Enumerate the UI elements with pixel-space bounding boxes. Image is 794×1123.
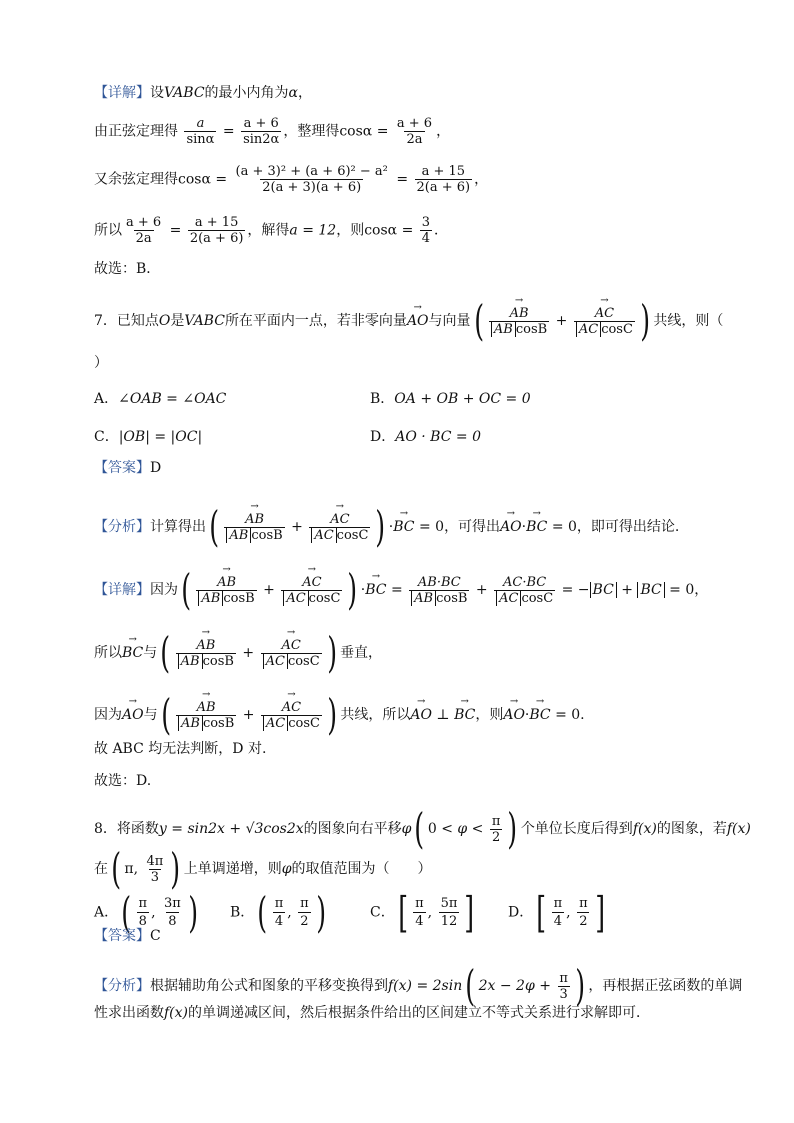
q7-stem: 7．已知点O是VABC所在平面内一点，若非零向量→ AO与向量( → $\frac{AB}{\text{AB cosB}}$ + → $\frac{AC}{\text{AC cosC}}$ ) 共线，则（ — [94, 300, 723, 342]
fraction: $\frac{4\pi}{3}$ — [146, 853, 164, 885]
fraction: → $\frac{AB}{\text{AB cosB}}$ — [176, 701, 236, 730]
fraction: → $\frac{AB}{\text{AB cosB}}$ — [489, 307, 549, 336]
q7-detail-line1: 【详解】因为( → $\frac{AB}{\text{AB cosB}}$ + → $\frac{AC}{\text{AC cosC}}$ ) ·→ BC = $\frac{AB\cdot BC}{\text{AB cosB}}$ + $\frac{AC\cdot BC}{\text{AC cosC}}$ = − BC + BC = 0， — [94, 569, 708, 611]
fraction: $\frac{AB\cdot BC}{\text{AB cosB}}$ — [409, 576, 469, 605]
q7-answer: 【答案】D — [94, 460, 162, 476]
fraction: → $\frac{AB}{\text{AB cosB}}$ — [176, 639, 236, 668]
q8-answer: 【答案】C — [94, 928, 161, 944]
fraction: → $\frac{AC}{\text{AC cosC}}$ — [261, 701, 322, 730]
q8-stem-line2: 在( π, $\frac{4\pi}{3}$ ) 上单调递增，则φ的取值范围为（ ） — [94, 844, 432, 893]
q6-detail-line1: 【详解】设VABC的最小内角为α， — [94, 85, 312, 101]
q7-option-c[interactable]: C．|OB| = |OC| — [94, 429, 203, 445]
fraction: $\frac{a + 6}{2a}$ — [126, 215, 162, 246]
q6-detail-line2: 由正弦定理得 $\frac{a}{\sin\alpha}$ = $\frac{a + 6}{\sin 2\alpha}$ ，整理得cosα = $\frac{a + 6}{2a}$ ， — [94, 116, 451, 147]
q6-detail-line3: 又余弦定理得cosα = $\frac{\text{(a + 3)² + (a + 6)² − a²}}{2(a + 3)(a + 6)}$ = $\frac{a + 15}{2(a + 6)}$ ， — [94, 164, 489, 195]
q7-conclusion: 故 ABC 均无法判断，D 对. — [94, 741, 267, 757]
fraction: $\frac{\pi}{3}$ — [559, 970, 568, 1002]
q7-choose: 故选：D. — [94, 773, 152, 789]
fraction: $\frac{AC\cdot BC}{\text{AC cosC}}$ — [494, 576, 555, 605]
q8-option-b[interactable]: B．( $\frac{\pi}{4}$ , $\frac{\pi}{2}$ ) — [230, 888, 326, 937]
fraction: → $\frac{AB}{\text{AB cosB}}$ — [196, 576, 256, 605]
fraction: → $\frac{AC}{\text{AC cosC}}$ — [574, 307, 635, 336]
q7-detail-line3: 因为→ AO与( → $\frac{AB}{\text{AB cosB}}$ + → $\frac{AC}{\text{AC cosC}}$ ) 共线，所以→ AO ⊥ → BC，则→ AO·→ BC = 0. — [94, 694, 585, 736]
q8-analysis-line2: 性求出函数f(x)的单调递减区间，然后根据条件给出的区间建立不等式关系进行求解即可． — [94, 1005, 651, 1021]
fraction: $\frac{3}{4}$ — [421, 215, 431, 246]
q6-choose: 故选：B． — [94, 261, 161, 277]
q8-stem: 8．将函数y = sin2x + √3cos2x的图象向右平移φ( 0 < φ < $\frac{\pi}{2}$ ) 个单位长度后得到f(x)的图象，若f(x) — [94, 804, 751, 853]
fraction: $\frac{a + 15}{2(a + 6)}$ — [416, 164, 471, 195]
fraction: $\frac{\text{(a + 3)² + (a + 6)² − a²}}{2(a + 3)(a + 6)}$ — [235, 164, 388, 195]
q7-option-a[interactable]: A．∠OAB = ∠OAC — [94, 391, 227, 407]
fraction: → $\frac{AC}{\text{AC cosC}}$ — [309, 513, 370, 542]
fraction: → $\frac{AC}{\text{AC cosC}}$ — [281, 576, 342, 605]
fraction: $\frac{a + 6}{2a}$ — [396, 116, 433, 147]
fraction: $\frac{a + 6}{\sin 2\alpha}$ — [243, 116, 280, 147]
fraction: $\frac{a}{\sin\alpha}$ — [186, 116, 215, 147]
q8-option-d[interactable]: D．[ $\frac{\pi}{4}$ , $\frac{\pi}{2}$ ] — [508, 888, 605, 937]
q8-option-a[interactable]: A．( $\frac{\pi}{8}$ , $\frac{3\pi}{8}$ ) — [94, 888, 198, 937]
q7-stem-close: ） — [94, 355, 108, 371]
detail-tag: 【详解】 — [94, 85, 150, 101]
fraction: $\frac{\pi}{2}$ — [491, 813, 501, 845]
q7-analysis: 【分析】计算得出( → $\frac{AB}{\text{AB cosB}}$ + → $\frac{AC}{\text{AC cosC}}$ ) ·→ BC = 0，可得出→ AO·→ BC = 0，即可得出结论. — [94, 506, 679, 548]
q7-option-d[interactable]: D．AO · BC = 0 — [370, 429, 481, 445]
fraction: → $\frac{AB}{\text{AB cosB}}$ — [224, 513, 284, 542]
fraction: $\frac{a + 15}{2(a + 6)}$ — [189, 215, 244, 246]
q8-option-c[interactable]: C．[ $\frac{\pi}{4}$ , $\frac{5\pi}{12}$ ] — [370, 888, 475, 937]
q8-analysis-line1: 【分析】根据辅助角公式和图象的平移变换得到f(x) = 2sin( 2x − 2φ + $\frac{\pi}{3}$ ) ，再根据正弦函数的单调 — [94, 961, 743, 1010]
fraction: → $\frac{AC}{\text{AC cosC}}$ — [261, 639, 322, 668]
q7-detail-line2: 所以→ BC与( → $\frac{AB}{\text{AB cosB}}$ + → $\frac{AC}{\text{AC cosC}}$ ) 垂直， — [94, 632, 382, 674]
q7-option-b[interactable]: B．OA + OB + OC = 0 — [370, 391, 531, 407]
q6-detail-line4: 所以 $\frac{a + 6}{2a}$ = $\frac{a + 15}{2(a + 6)}$ ，解得a = 12，则cosα = $\frac{3}{4}$ ． — [94, 215, 449, 246]
